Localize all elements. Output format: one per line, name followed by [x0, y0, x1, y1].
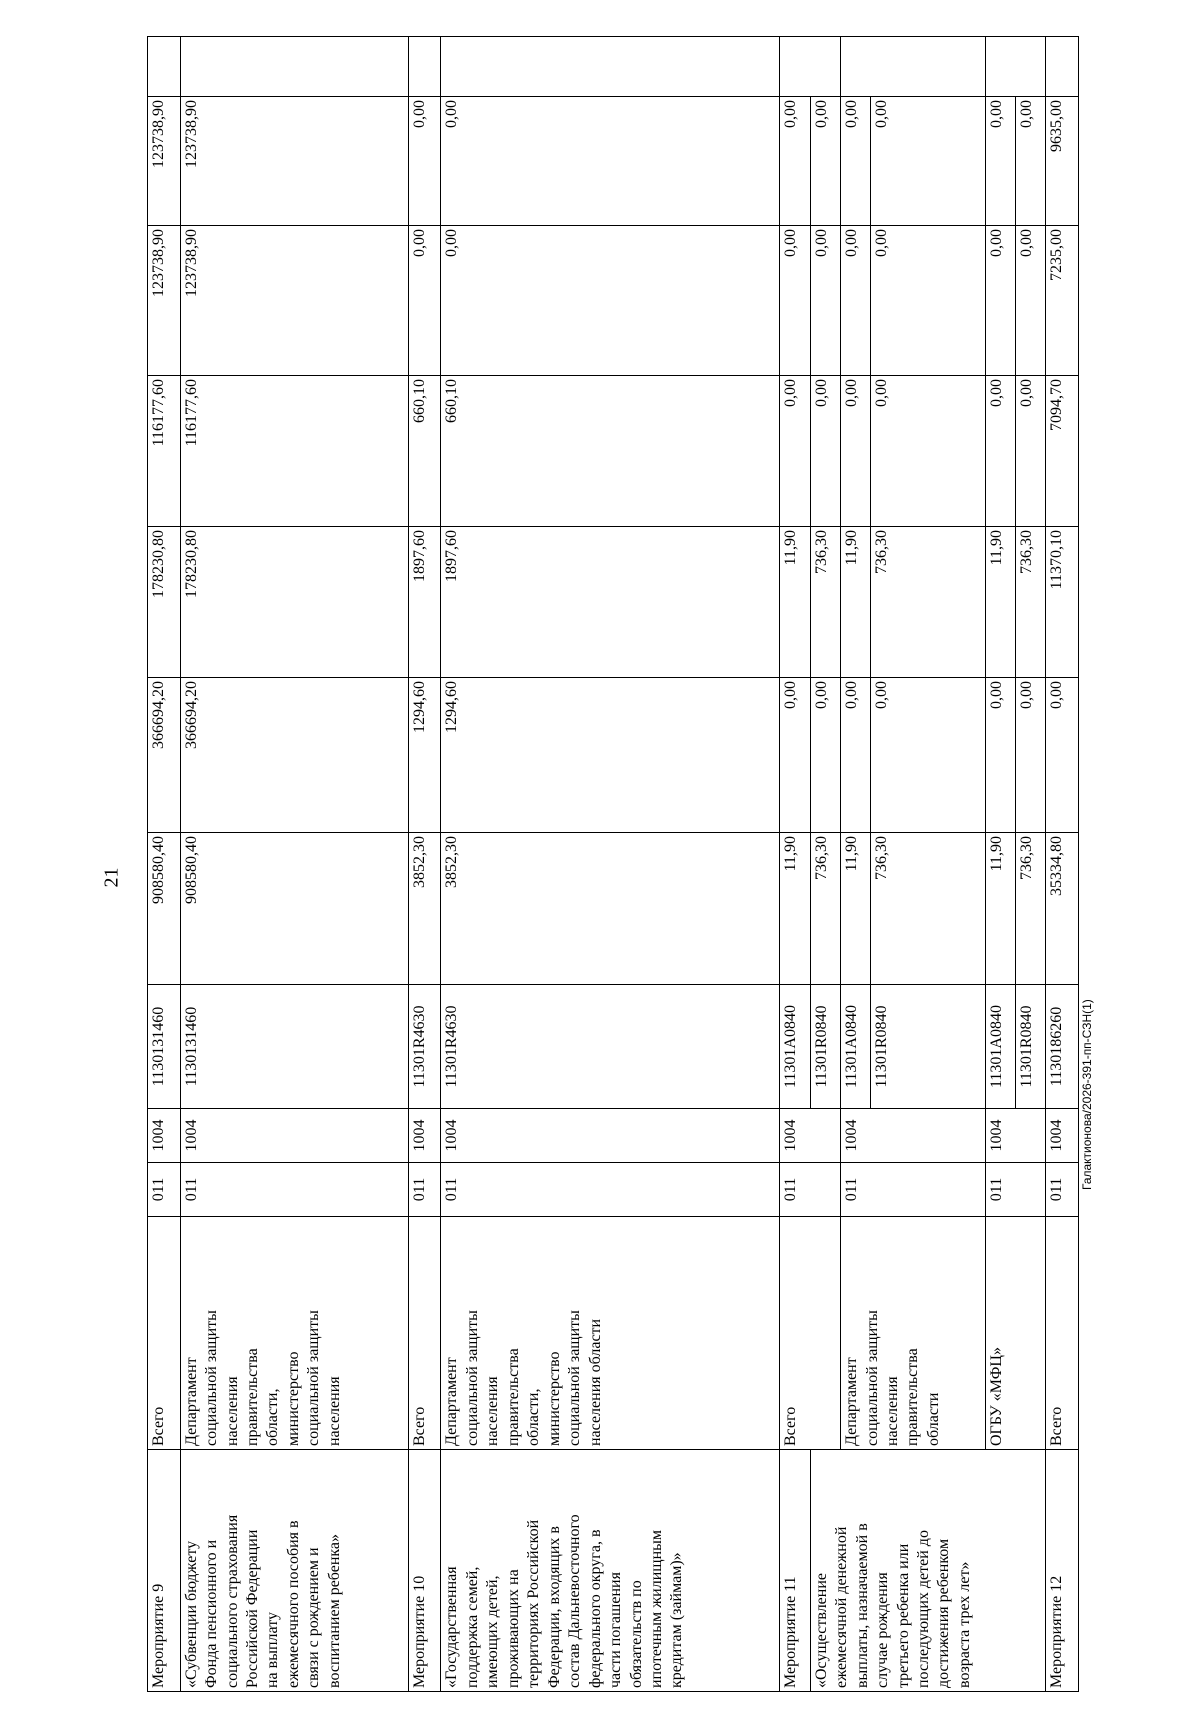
value-2029: 9635,00: [1046, 97, 1079, 226]
value-2027: 0,00: [841, 376, 871, 527]
grbs-cell: 011: [148, 1163, 181, 1217]
grbs-cell: 011: [408, 1163, 441, 1217]
csr-cell: 11301R0840: [871, 985, 985, 1109]
csr-cell: 1130131460: [148, 985, 181, 1109]
value-total: 3852,30: [408, 833, 441, 985]
value-total: 736,30: [810, 833, 840, 985]
value-total: 736,30: [1015, 833, 1045, 985]
value-2028: 0,00: [985, 226, 1015, 376]
measure-title: Мероприятие 11: [780, 1450, 810, 1692]
table-row: [441, 37, 780, 1692]
csr-cell: 11301R0840: [1015, 985, 1045, 1109]
value-2029: 123738,90: [180, 97, 408, 226]
value-total: 736,30: [871, 833, 985, 985]
value-2027: 0,00: [871, 376, 985, 527]
value-2026: 178230,80: [180, 527, 408, 678]
value-2027: 660,10: [408, 376, 441, 527]
value-2025: 366694,20: [148, 678, 181, 833]
value-2025: 0,00: [871, 678, 985, 833]
value-2025: 0,00: [780, 678, 810, 833]
executor-cell: Департамент социальной защиты населения правительства области: [841, 1217, 985, 1450]
value-2029: 0,00: [871, 97, 985, 226]
value-2027: 7094,70: [1046, 376, 1079, 527]
table-row: [148, 37, 181, 1692]
rzpr-cell: 1004: [148, 1109, 181, 1163]
measure-description: «Субвенции бюджету Фонда пенсионного и социального страхования Российской Федерации на выплату ежемесячного пособия в связи с рождением и воспитанием ребенка»: [180, 1450, 408, 1692]
value-2027: 116177,60: [180, 376, 408, 527]
value-2025: 1294,60: [441, 678, 780, 833]
value-2025: 0,00: [1046, 678, 1079, 833]
value-2026: 736,30: [810, 527, 840, 678]
measure-description: «Осуществление ежемесячной денежной выплаты, назначаемой в случае рождения третьего ребенка или последующих детей до достижения ребенком возраста трех лет»: [810, 1450, 1046, 1692]
value-2028: 123738,90: [148, 226, 181, 376]
csr-cell: 11301R4630: [441, 985, 780, 1109]
executor-cell: Департамент социальной защиты населения правительства области, министерство социальной защиты населения: [180, 1217, 408, 1450]
empty-cell: [441, 37, 780, 97]
rzpr-cell: 1004: [780, 1109, 841, 1163]
table-row: [780, 37, 810, 1692]
grbs-cell: 011: [985, 1163, 1046, 1217]
grbs-cell: 011: [441, 1163, 780, 1217]
empty-cell: [408, 37, 441, 97]
executor-cell: Департамент социальной защиты населения правительства области, министерство социальной защиты населения области: [441, 1217, 780, 1450]
budget-table: [147, 36, 1079, 1692]
value-2029: 0,00: [1015, 97, 1045, 226]
value-2025: 0,00: [985, 678, 1015, 833]
measure-title: Мероприятие 12: [1046, 1450, 1079, 1692]
value-2028: 0,00: [871, 226, 985, 376]
value-total: 908580,40: [148, 833, 181, 985]
empty-cell: [985, 37, 1046, 97]
value-2026: 736,30: [871, 527, 985, 678]
value-2026: 1897,60: [408, 527, 441, 678]
rzpr-cell: 1004: [180, 1109, 408, 1163]
value-2029: 0,00: [780, 97, 810, 226]
executor-label: Всего: [408, 1217, 441, 1450]
measure-title: Мероприятие 9: [148, 1450, 181, 1692]
value-2026: 1897,60: [441, 527, 780, 678]
grbs-cell: 011: [780, 1163, 841, 1217]
value-2025: 0,00: [810, 678, 840, 833]
csr-cell: 11301R4630: [408, 985, 441, 1109]
value-total: 3852,30: [441, 833, 780, 985]
grbs-cell: 011: [1046, 1163, 1079, 1217]
value-2028: 0,00: [841, 226, 871, 376]
table-row: [1046, 37, 1079, 1692]
value-2027: 116177,60: [148, 376, 181, 527]
value-2029: 0,00: [985, 97, 1015, 226]
value-2027: 0,00: [985, 376, 1015, 527]
empty-cell: [148, 37, 181, 97]
value-2028: 0,00: [810, 226, 840, 376]
empty-cell: [780, 37, 841, 97]
grbs-cell: 011: [180, 1163, 408, 1217]
empty-cell: [180, 37, 408, 97]
value-total: 11,90: [780, 833, 810, 985]
value-2026: 736,30: [1015, 527, 1045, 678]
rzpr-cell: 1004: [441, 1109, 780, 1163]
csr-cell: 11301A0840: [841, 985, 871, 1109]
rotated-table-wrapper: [147, 37, 1079, 1692]
rzpr-cell: 1004: [985, 1109, 1046, 1163]
value-total: 11,90: [841, 833, 871, 985]
value-2027: 0,00: [780, 376, 810, 527]
grbs-cell: 011: [841, 1163, 985, 1217]
value-2025: 0,00: [1015, 678, 1045, 833]
value-2026: 178230,80: [148, 527, 181, 678]
table-row: [841, 37, 871, 1692]
value-2027: 0,00: [810, 376, 840, 527]
measure-description: «Государственная поддержка семей, имеющих детей, проживающих на территориях Российской Федерации, входящих в состав Дальневосточного федерального округа, в части погашения обязательств по ипотечным жилищным кредитам (займам)»: [441, 1450, 780, 1692]
csr-cell: 11301A0840: [780, 985, 810, 1109]
value-2025: 0,00: [841, 678, 871, 833]
value-total: 11,90: [985, 833, 1015, 985]
value-total: 908580,40: [180, 833, 408, 985]
value-total: 35334,80: [1046, 833, 1079, 985]
value-2029: 123738,90: [148, 97, 181, 226]
table-row: [985, 37, 1015, 1692]
measure-title: Мероприятие 10: [408, 1450, 441, 1692]
csr-cell: 11301A0840: [985, 985, 1015, 1109]
value-2028: 0,00: [441, 226, 780, 376]
executor-label: Всего: [780, 1217, 841, 1450]
executor-label: Всего: [1046, 1217, 1079, 1450]
value-2027: 660,10: [441, 376, 780, 527]
value-2029: 0,00: [408, 97, 441, 226]
value-2025: 366694,20: [180, 678, 408, 833]
value-2028: 123738,90: [180, 226, 408, 376]
value-2029: 0,00: [841, 97, 871, 226]
value-2029: 0,00: [810, 97, 840, 226]
rzpr-cell: 1004: [408, 1109, 441, 1163]
executor-cell: ОГБУ «МФЦ»: [985, 1217, 1046, 1450]
value-2028: 7235,00: [1046, 226, 1079, 376]
value-2028: 0,00: [1015, 226, 1045, 376]
csr-cell: 1130131460: [180, 985, 408, 1109]
value-2026: 11,90: [985, 527, 1015, 678]
rzpr-cell: 1004: [841, 1109, 985, 1163]
executor-label: Всего: [148, 1217, 181, 1450]
table-row: [408, 37, 441, 1692]
rzpr-cell: 1004: [1046, 1109, 1079, 1163]
page-number: 21: [100, 867, 123, 888]
value-2027: 0,00: [1015, 376, 1045, 527]
table-row: [180, 37, 408, 1692]
footer-reference: Галактионова/2026-391-пп-СЗН(1): [1080, 999, 1094, 1190]
csr-cell: 11301R0840: [810, 985, 840, 1109]
value-2026: 11370,10: [1046, 527, 1079, 678]
csr-cell: 1130186260: [1046, 985, 1079, 1109]
empty-cell: [841, 37, 985, 97]
value-2025: 1294,60: [408, 678, 441, 833]
value-2028: 0,00: [780, 226, 810, 376]
value-2026: 11,90: [841, 527, 871, 678]
value-2029: 0,00: [441, 97, 780, 226]
empty-cell: [1046, 37, 1079, 97]
value-2026: 11,90: [780, 527, 810, 678]
value-2028: 0,00: [408, 226, 441, 376]
